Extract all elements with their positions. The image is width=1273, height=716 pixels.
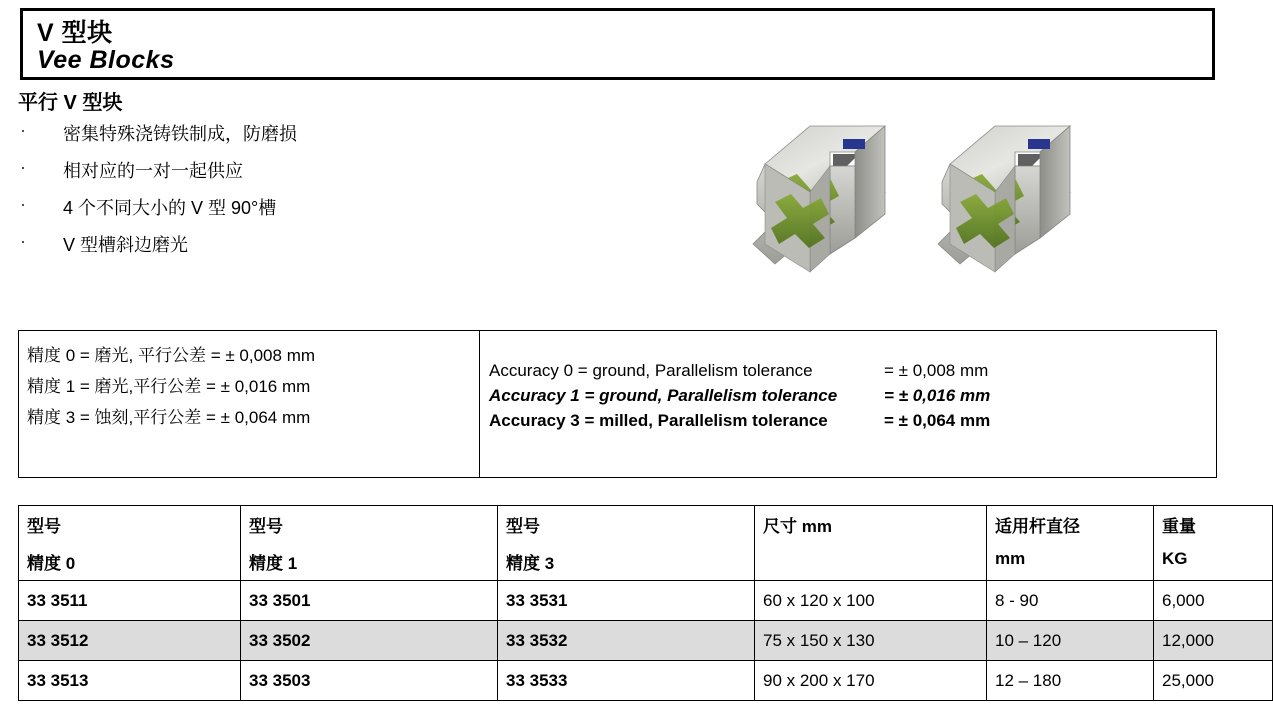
vee-blocks-photo	[735, 104, 1125, 304]
header-line2: mm	[995, 549, 1026, 568]
accuracy-row-en-2-value: = ± 0,064 mm	[884, 411, 991, 430]
table-header-weight	[1154, 506, 1273, 581]
cell-model-acc0: 33 3511	[19, 581, 241, 621]
list-item-label: 密集特殊浇铸铁制成，防磨损	[63, 124, 297, 144]
cell-rod-diameter: 12 – 180	[987, 661, 1154, 701]
bullet-icon: ·	[20, 194, 26, 214]
list-item	[18, 120, 698, 157]
header-line2: KG	[1162, 549, 1188, 568]
list-item-label: V 型槽斜边磨光	[63, 235, 189, 255]
header-line2: 精度 0	[27, 554, 76, 573]
cell-model-acc3: 33 3532	[498, 621, 755, 661]
cell-model-acc1: 33 3502	[241, 621, 498, 661]
table-row	[19, 581, 1273, 621]
cell-weight: 25,000	[1154, 661, 1273, 701]
header-line1: 适用杆直径	[995, 517, 1080, 536]
bullet-icon: ·	[20, 231, 26, 251]
accuracy-divider	[479, 331, 480, 477]
cell-weight: 6,000	[1154, 581, 1273, 621]
list-item	[18, 157, 698, 194]
list-item	[18, 231, 698, 268]
accuracy-row-cn-1: 精度 1 = 磨光,平行公差 = ± 0,016 mm	[27, 377, 311, 396]
accuracy-row-en-2	[489, 411, 1209, 436]
table-row	[19, 621, 1273, 661]
header-line1: 型号	[249, 517, 283, 536]
accuracy-row-en-0-value: = ± 0,008 mm	[884, 361, 989, 380]
cell-weight: 12,000	[1154, 621, 1273, 661]
cell-model-acc3: 33 3531	[498, 581, 755, 621]
accuracy-row-en-2-text: Accuracy 3 = milled, Parallelism tolerance	[489, 411, 828, 430]
page-title-english: Vee Blocks	[37, 46, 175, 74]
header-line2: 精度 3	[506, 554, 555, 573]
cell-model-acc1: 33 3501	[241, 581, 498, 621]
table-header-dimensions	[755, 506, 987, 581]
accuracy-row-en-1	[489, 386, 1209, 411]
table-header-rod-diameter	[987, 506, 1154, 581]
feature-list	[18, 120, 698, 268]
table-header-model-acc0	[19, 506, 241, 581]
table-row	[19, 661, 1273, 701]
cell-dimensions: 60 x 120 x 100	[755, 581, 987, 621]
cell-dimensions: 75 x 150 x 130	[755, 621, 987, 661]
section-subtitle: 平行 V 型块	[18, 92, 123, 114]
table-header-row	[19, 506, 1273, 581]
header-line1: 尺寸 mm	[763, 517, 832, 536]
list-item	[18, 194, 698, 231]
bullet-icon: ·	[20, 157, 26, 177]
header-line1: 型号	[506, 517, 540, 536]
accuracy-row-en-1-value: = ± 0,016 mm	[884, 386, 991, 405]
accuracy-row-cn-0: 精度 0 = 磨光, 平行公差 = ± 0,008 mm	[27, 346, 316, 365]
list-item-label: 4 个不同大小的 V 型 90°槽	[63, 198, 277, 218]
accuracy-chinese-list	[27, 341, 477, 434]
cell-rod-diameter: 10 – 120	[987, 621, 1154, 661]
cell-model-acc1: 33 3503	[241, 661, 498, 701]
product-table	[18, 505, 1273, 701]
accuracy-row-cn-2: 精度 3 = 蚀刻,平行公差 = ± 0,064 mm	[27, 408, 311, 427]
cell-dimensions: 90 x 200 x 170	[755, 661, 987, 701]
page-title-box	[20, 8, 1215, 80]
accuracy-row-en-0-text: Accuracy 0 = ground, Parallelism tolerance	[489, 361, 813, 380]
header-line1: 重量	[1162, 517, 1196, 536]
accuracy-row-en-1-text: Accuracy 1 = ground, Parallelism tolerance	[489, 386, 838, 405]
accuracy-box	[18, 330, 1217, 478]
accuracy-english-list	[489, 361, 1209, 436]
cell-rod-diameter: 8 - 90	[987, 581, 1154, 621]
page-title-chinese: V 型块	[37, 19, 113, 47]
cell-model-acc0: 33 3512	[19, 621, 241, 661]
table-header-model-acc3	[498, 506, 755, 581]
bullet-icon: ·	[20, 120, 26, 140]
header-line2: 精度 1	[249, 554, 298, 573]
table-header-model-acc1	[241, 506, 498, 581]
cell-model-acc3: 33 3533	[498, 661, 755, 701]
accuracy-row-en-0	[489, 361, 1209, 386]
cell-model-acc0: 33 3513	[19, 661, 241, 701]
header-line1: 型号	[27, 517, 61, 536]
list-item-label: 相对应的一对一起供应	[63, 161, 243, 181]
